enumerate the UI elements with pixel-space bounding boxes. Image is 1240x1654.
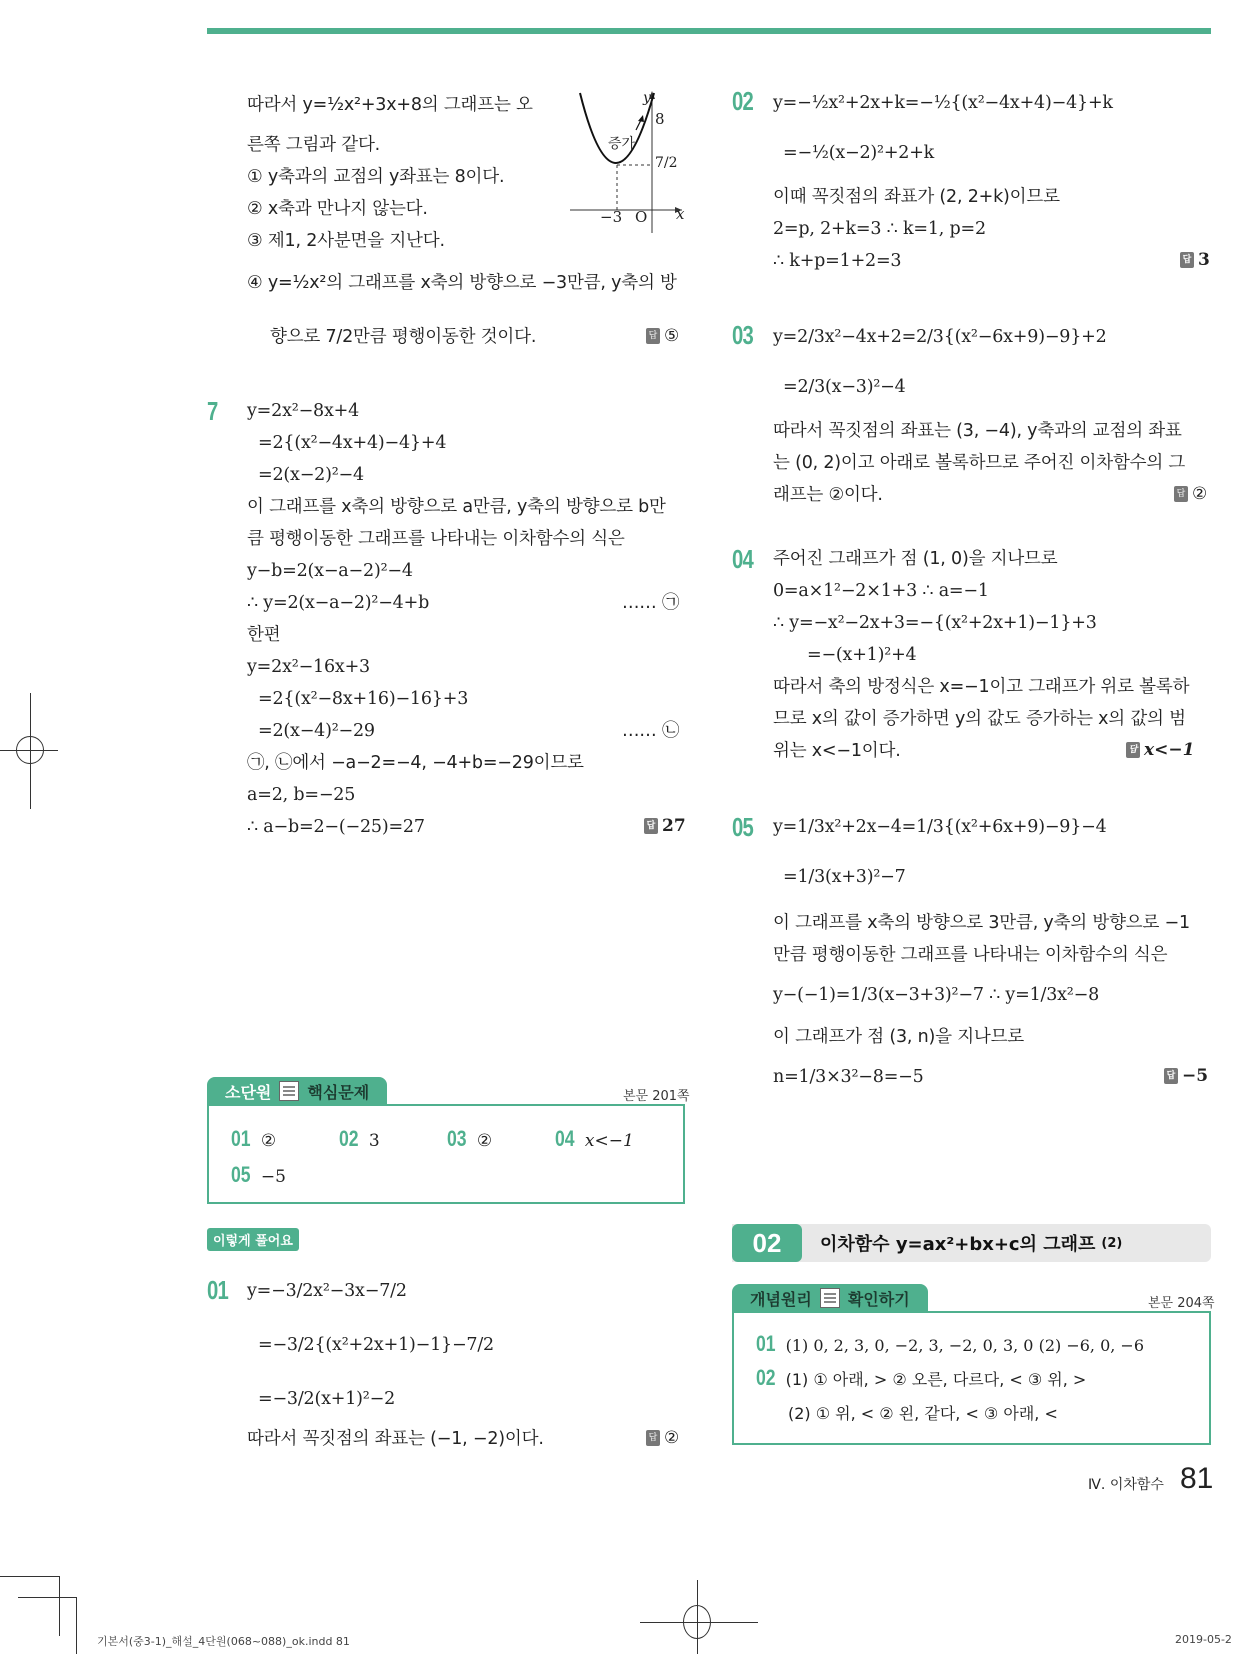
p7-answer: 답 27 [644,816,686,836]
p7-line-2: =2{(x²−4x+4)−4}+4 [258,433,447,453]
graph-y-intercept: 8 [655,110,665,128]
s03-answer: 답 ② [1174,484,1207,504]
top-accent-bar [207,28,1211,34]
s04-line-2: 0=a×1²−2×1+3 ∴ a=−1 [773,581,989,601]
p7-line-4: 이 그래프를 x축의 방향으로 a만큼, y축의 방향으로 b만 [247,497,666,517]
chart-document-icon [820,1288,840,1308]
graph-increase-label: 증가 [608,136,636,152]
core-box-ref: 본문 201쪽 [623,1089,690,1104]
s04-line-4: =−(x+1)²+4 [807,645,917,665]
p7-line-11: =2(x−4)²−29 [258,721,375,741]
s03-line-3: 따라서 꼭짓점의 좌표는 (3, −4), y축과의 교점의 좌표 [773,421,1182,441]
s03-line-5: 래프는 ②이다. [773,485,883,505]
s02-line-2: =−½(x−2)²+2+k [783,143,935,163]
chapter-label: Ⅳ. 이차함수 [1088,1477,1164,1493]
p7-marker-1: …… ㉠ [622,593,680,613]
p7-line-12: ㉠, ㉡에서 −a−2=−4, −4+b=−29이므로 [247,753,584,773]
core-item-04: 04 x<−1 [555,1126,634,1151]
s05-answer: 답 −5 [1164,1066,1208,1086]
answer-icon: 답 [646,1430,660,1446]
core-item-05: 05 −5 [231,1162,286,1187]
s02-answer: 답 3 [1180,250,1210,270]
graph-vertex-x: −3 [600,208,623,226]
p7-line-13: a=2, b=−25 [247,785,356,805]
answer-icon: 답 [644,818,658,834]
s03-line-1: y=2/3x²−4x+2=2/3{(x²−6x+9)−9}+2 [773,327,1107,347]
s01-line-4: 따라서 꼭짓점의 좌표는 (−1, −2)이다. [247,1429,544,1449]
p7-line-5: 큼 평행이동한 그래프를 나타내는 이차함수의 식은 [247,529,625,549]
s04-line-6: 므로 x의 값이 증가하면 y의 값도 증가하는 x의 값의 범 [773,709,1186,729]
s02-line-4: 2=p, 2+k=3 ∴ k=1, p=2 [773,219,986,239]
p7-line-3: =2(x−2)²−4 [258,465,364,485]
p7-marker-2: …… ㉡ [622,721,680,741]
core-box-tab: 소단원 핵심문제 [207,1077,387,1105]
s04-line-7: 위는 x<−1이다. [773,741,901,761]
s04-line-1: 주어진 그래프가 점 (1, 0)을 지나므로 [773,549,1058,569]
p7-line-9: y=2x²−16x+3 [247,657,370,677]
concept-item-02-line2: (2) ① 위, < ② 왼, 같다, < ③ 아래, < [788,1404,1058,1423]
footer-filename: 기본서(중3-1)_해설_4단원(068~088)_ok.indd 81 [97,1635,350,1648]
p6-line-3: ① y축과의 교점의 y좌표는 8이다. [247,167,505,187]
s04-answer: 답 x<−1 [1126,740,1194,760]
s05-line-6: 이 그래프가 점 (3, n)을 지나므로 [773,1027,1025,1047]
solution-05-number: 05 [732,812,753,842]
p6-line-7: 향으로 7/2만큼 평행이동한 것이다. [270,327,537,347]
s01-line-3: =−3/2(x+1)²−2 [258,1389,396,1409]
concept-item-01: 01 (1) 0, 2, 3, 0, −2, 3, −2, 0, 3, 0 (2) −6, 0, −6 [756,1331,1145,1356]
p6-line-4: ② x축과 만나지 않는다. [247,199,428,219]
graph-x-label: x [676,205,685,223]
core-item-03: 03 ② [447,1126,493,1151]
p6-line-2: 른쪽 그림과 같다. [247,135,381,155]
s05-line-2: =1/3(x+3)²−7 [783,867,906,887]
s02-line-1: y=−½x²+2x+k=−½{(x²−4x+4)−4}+k [773,93,1113,113]
solution-02-number: 02 [732,86,753,116]
s04-line-5: 따라서 축의 방정식은 x=−1이고 그래프가 위로 볼록하 [773,677,1190,697]
s05-line-7: n=1/3×3²−8=−5 [773,1067,924,1087]
s05-line-4: 만큼 평행이동한 그래프를 나타내는 이차함수의 식은 [773,945,1168,965]
core-item-01: 01 ② [231,1126,277,1151]
s05-line-3: 이 그래프를 x축의 방향으로 3만큼, y축의 방향으로 −1 [773,913,1190,933]
s02-line-5: ∴ k+p=1+2=3 [773,251,902,271]
s01-line-1: y=−3/2x²−3x−7/2 [247,1281,407,1301]
crop-mark-v1 [59,1576,60,1636]
p6-line-5: ③ 제1, 2사분면을 지난다. [247,231,445,251]
s05-line-5: y−(−1)=1/3(x−3+3)²−7 ∴ y=1/3x²−8 [773,985,1100,1005]
s03-line-2: =2/3(x−3)²−4 [783,377,906,397]
s04-line-3: ∴ y=−x²−2x+3=−{(x²+2x+1)−1}+3 [773,613,1097,633]
s01-answer: 답 ② [646,1428,679,1448]
page-number: 81 [1180,1462,1214,1495]
section-title: 이차함수 y=ax²+bx+c의 그래프 (2) [820,1234,1123,1255]
solve-label: 이렇게 풀어요 [207,1228,299,1251]
crop-mark-v2 [76,1597,77,1654]
core-item-02: 02 3 [339,1126,380,1151]
document-icon [279,1081,299,1101]
p7-line-1: y=2x²−8x+4 [247,401,360,421]
p6-line-6: ④ y=½x²의 그래프를 x축의 방향으로 −3만큼, y축의 방 [247,273,677,293]
p7-line-14: ∴ a−b=2−(−25)=27 [247,817,425,837]
crop-mark-h2 [18,1597,76,1598]
answer-icon: 답 [1164,1068,1178,1084]
increase-arrow-icon [638,115,644,122]
graph-vertex-y: 7/2 [655,155,678,171]
p6-line-1: 따라서 y=½x²+3x+8의 그래프는 오 [247,95,533,115]
s01-line-2: =−3/2{(x²+2x+1)−1}−7/2 [258,1335,494,1355]
answer-icon: 답 [1126,742,1140,758]
section-number: 02 [732,1224,802,1262]
crop-mark-h1 [0,1576,60,1577]
graph-origin: O [635,208,648,226]
answer-icon: 답 [646,328,660,344]
concept-box-ref: 본문 204쪽 [1148,1296,1215,1311]
s02-line-3: 이때 꼭짓점의 좌표가 (2, 2+k)이므로 [773,187,1060,207]
answer-icon: 답 [1180,252,1194,268]
concept-answers-box [732,1311,1211,1445]
p7-line-10: =2{(x²−8x+16)−16}+3 [258,689,469,709]
graph-y-label: y [643,90,651,106]
registration-circle-left [16,736,44,764]
answer-icon: 답 [1174,486,1188,502]
p7-line-6: y−b=2(x−a−2)²−4 [247,561,413,581]
footer-date: 2019-05-2 [1175,1633,1232,1646]
s05-line-1: y=1/3x²+2x−4=1/3{(x²+6x+9)−9}−4 [773,817,1107,837]
solution-01-number: 01 [207,1275,228,1305]
concept-item-02: 02 (1) ① 아래, > ② 오른, 다르다, < ③ 위, > [756,1365,1087,1390]
concept-box-tab: 개념원리 확인하기 [732,1284,928,1312]
s03-line-4: 는 (0, 2)이고 아래로 볼록하므로 주어진 이차함수의 그 [773,453,1186,473]
p7-line-7: ∴ y=2(x−a−2)²−4+b [247,593,430,613]
solution-04-number: 04 [732,544,753,574]
core-answers-box [207,1104,685,1204]
p6-answer: 답 ⑤ [646,326,679,346]
solution-03-number: 03 [732,320,753,350]
problem-7-number: 7 [207,396,218,426]
registration-circle-bottom [683,1605,711,1639]
p7-line-8: 한편 [247,625,281,645]
